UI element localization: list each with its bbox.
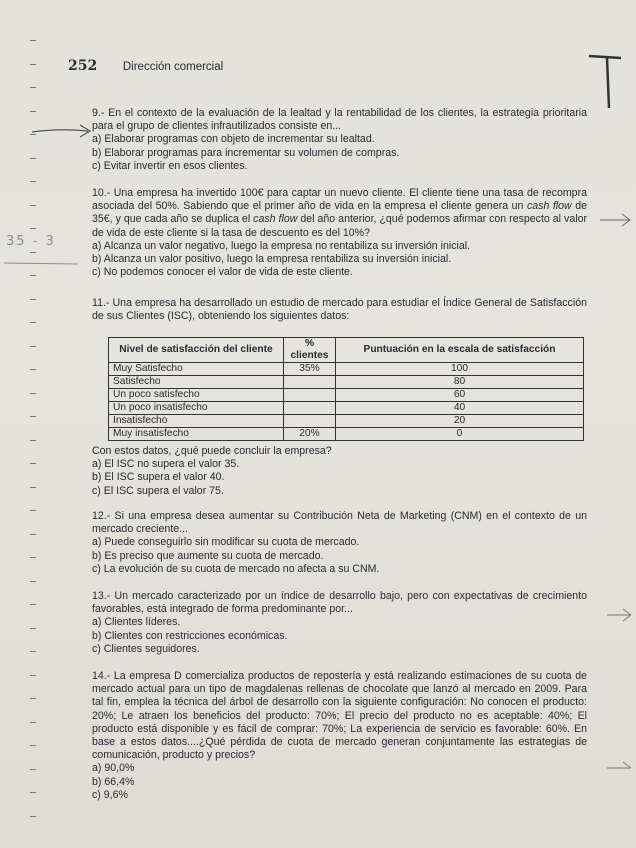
table-cell: Un poco satisfecho [109, 389, 284, 402]
table-row [109, 376, 584, 389]
handwritten-arrow-icon [605, 605, 635, 625]
margin-tick [30, 651, 36, 652]
question-11-followup [92, 445, 587, 498]
margin-tick [30, 40, 36, 41]
question-12 [92, 510, 587, 576]
question-text: 12.- Si una empresa desea aumentar su Contribución Neta de Marketing (CNM) en el contexto de un mercado creciente... [92, 510, 587, 536]
table-cell [284, 389, 336, 402]
answer-option-b: b) Alcanza un valor positivo, luego la empresa rentabiliza su inversión inicial. [92, 253, 452, 266]
table-cell: Satisfecho [109, 376, 284, 389]
table-cell: 100 [336, 363, 584, 376]
answer-option-b: b) Clientes con restricciones económicas. [92, 629, 288, 642]
margin-tick [30, 299, 36, 300]
answer-option-a: a) El ISC no supera el valor 35. [92, 458, 240, 471]
margin-tick [30, 346, 36, 347]
margin-tick [30, 393, 36, 394]
answer-option-b: b) 66,4% [92, 775, 135, 788]
margin-tick [30, 463, 36, 464]
handwritten-underline [2, 256, 82, 270]
answer-option-a: a) Elaborar programas con objeto de incrementar su lealtad. [92, 133, 375, 146]
page-title: Dirección comercial [122, 61, 224, 73]
page-header [68, 58, 223, 74]
margin-tick [30, 745, 36, 746]
table-cell: 20% [284, 428, 336, 441]
margin-tick [30, 87, 36, 88]
question-10 [92, 187, 587, 279]
margin-tick [30, 792, 36, 793]
table-row [109, 415, 584, 428]
table-cell: 35% [284, 363, 336, 376]
answer-option-b: b) Elaborar programas para incrementar su volumen de compras. [92, 146, 400, 159]
answer-option-a: a) Clientes líderes. [92, 616, 181, 629]
table-cell: 80 [336, 376, 584, 389]
handwritten-note: 35 - 3 [6, 234, 56, 249]
answer-option-c: c) Evitar invertir en esos clientes. [92, 159, 248, 172]
margin-tick [30, 722, 36, 723]
margin-tick [30, 698, 36, 699]
handwritten-arrow-icon [30, 120, 94, 142]
margin-tick [30, 275, 36, 276]
margin-tick [30, 534, 36, 535]
question-text: 14.- La empresa D comercializa productos de repostería y está realizando estimaciones de su cuota de mercado actual para un tipo de magdalenas rellenas de chocolate que lanzó al mercado en 2009. Para tal fin, emplea la técnica del árbol de desarrollo con la siguiente configuración: No conocen el producto: 20%; Le atraen los beneficios del producto: 70%; El precio del producto no es aceptable: 40%; El producto está disponible y es fácil de comprar: 70%; La experiencia de servicio es favorable: 60%. En base a estos datos....¿Qué pérdida de cuota de mercado generan conjuntamente las estrategias de comunicación, producto y precios? [92, 670, 587, 762]
margin-tick [30, 64, 36, 65]
margin-tick [30, 816, 36, 817]
margin-tick [30, 181, 36, 182]
margin-tick [30, 205, 36, 206]
table-row [109, 389, 584, 402]
table-cell: 20 [336, 415, 584, 428]
handwritten-arrow-icon [605, 758, 635, 778]
table-cell: Muy insatisfecho [109, 428, 284, 441]
answer-option-a: a) Puede conseguirlo sin modificar su cuota de mercado. [92, 536, 360, 549]
table-cell: 0 [336, 428, 584, 441]
margin-tick [30, 369, 36, 370]
answer-option-b: b) Es preciso que aumente su cuota de mercado. [92, 549, 324, 562]
question-text: 9.- En el contexto de la evaluación de la lealtad y la rentabilidad de los clientes, la estrategia prioritaria para el grupo de clientes infrautilizados consiste en... [92, 107, 587, 133]
table-row [109, 402, 584, 415]
margin-tick [30, 158, 36, 159]
margin-tick [30, 675, 36, 676]
margin-tick [30, 416, 36, 417]
answer-option-c: c) La evolución de su cuota de mercado no afecta a su CNM. [92, 562, 380, 575]
table-row [109, 428, 584, 441]
question-14 [92, 670, 587, 802]
margin-tick [30, 604, 36, 605]
handwritten-corner-mark [585, 50, 625, 110]
margin-tick [30, 581, 36, 582]
answer-option-a: a) 90,0% [92, 762, 135, 775]
answer-option-c: c) El ISC supera el valor 75. [92, 484, 224, 497]
handwritten-arrow-icon [598, 210, 634, 230]
question-9 [92, 107, 587, 173]
question-13 [92, 590, 587, 656]
table-cell: Un poco insatisfecho [109, 402, 284, 415]
margin-tick [30, 440, 36, 441]
table-cell: Muy Satisfecho [109, 363, 284, 376]
margin-tick [30, 628, 36, 629]
column-header: % clientes [284, 338, 336, 363]
column-header: Nivel de satisfacción del cliente [109, 338, 284, 363]
table-cell: 40 [336, 402, 584, 415]
question-text: 13.- Un mercado caracterizado por un índice de desarrollo bajo, pero con expectativas de crecimiento favorables, está integrado de forma predominante por... [92, 590, 587, 616]
margin-tick [30, 252, 36, 253]
table-row [109, 363, 584, 376]
question-followup-text: Con estos datos, ¿qué puede concluir la empresa? [92, 445, 332, 457]
satisfaction-table [108, 337, 584, 441]
question-text: 11.- Una empresa ha desarrollado un estudio de mercado para estudiar el Índice General de Satisfacción de sus Clientes (ISC), obteniendo los siguientes datos: [92, 297, 587, 323]
table-header-row [109, 338, 584, 363]
margin-tick [30, 769, 36, 770]
question-text: 10.- Una empresa ha invertido 100€ para captar un nuevo cliente. El cliente tiene una tasa de recompra asociada del 50%. Sabiendo que el primer año de vida en la empresa el cliente genera un cash flow de 35€, y que cada año se duplica el cash flow del año anterior, ¿qué podemos afirmar con respecto al valor de vida de este cliente si la tasa de descuento es del 10%? [92, 187, 587, 239]
answer-option-a: a) Alcanza un valor negativo, luego la empresa no rentabiliza su inversión inicial. [92, 239, 471, 252]
margin-tick [30, 510, 36, 511]
table-cell: Insatisfecho [109, 415, 284, 428]
margin-tick [30, 487, 36, 488]
table-cell [284, 415, 336, 428]
margin-tick [30, 322, 36, 323]
margin-tick [30, 557, 36, 558]
margin-tick [30, 228, 36, 229]
table-cell [284, 402, 336, 415]
column-header: Puntuación en la escala de satisfacción [336, 338, 584, 363]
margin-tick [30, 111, 36, 112]
answer-option-c: c) 9,6% [92, 788, 128, 801]
margin-tick-marks [30, 40, 42, 840]
page-number: 252 [68, 58, 98, 74]
table-cell [284, 376, 336, 389]
answer-option-b: b) El ISC supera el valor 40. [92, 471, 225, 484]
answer-option-c: c) No podemos conocer el valor de vida de este cliente. [92, 266, 353, 279]
answer-option-c: c) Clientes seguidores. [92, 642, 200, 655]
question-11 [92, 297, 587, 323]
table-cell: 60 [336, 389, 584, 402]
